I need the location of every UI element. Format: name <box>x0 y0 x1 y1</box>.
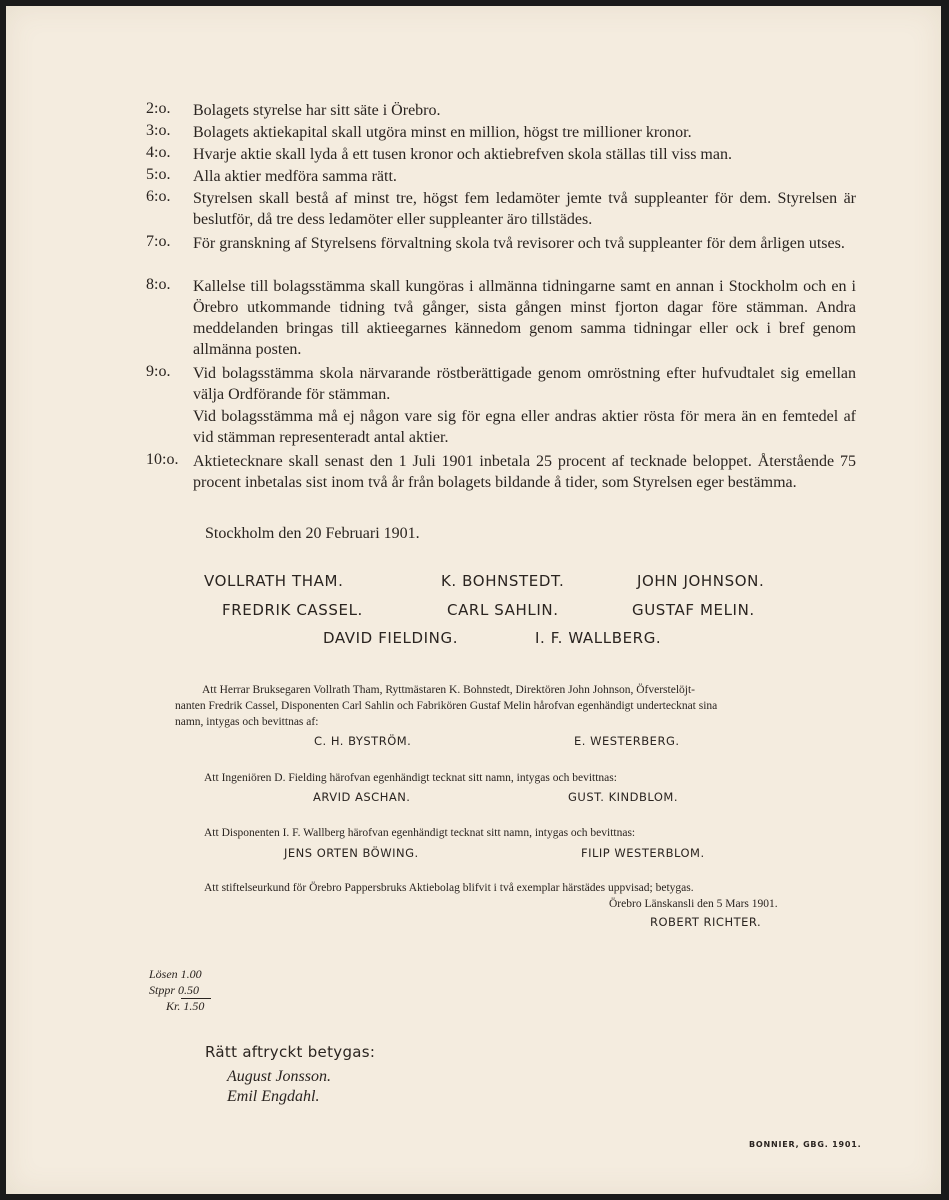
signature-john-johnson: JOHN JOHNSON. <box>637 572 765 590</box>
signature-robert-richter: ROBERT RICHTER. <box>650 915 762 929</box>
witness-c-h-bystrom: C. H. BYSTRÖM. <box>314 734 412 748</box>
paragraph-number: 5:o. <box>146 166 171 183</box>
fee-total: Kr. 1.50 <box>166 999 205 1013</box>
certifier-emil-engdahl: Emil Engdahl. <box>227 1088 320 1105</box>
certification-heading: Rätt aftryckt betygas: <box>205 1043 376 1061</box>
signature-vollrath-tham: VOLLRATH THAM. <box>204 572 344 590</box>
paragraph-text: Vid bolagsstämma skola närvarande röstberättigade genom omröstning efter hufvudtalet sig emellan välja Ordförande för stämman. <box>193 365 856 403</box>
place-date: Stockholm den 20 Februari 1901. <box>205 525 420 542</box>
certifier-august-jonsson: August Jonsson. <box>227 1068 331 1085</box>
paragraph-number: 6:o. <box>146 188 171 205</box>
paragraph-number: 3:o. <box>146 122 171 139</box>
paragraph-text: Vid bolagsstämma må ej någon vare sig för egna eller andras aktier rösta för mera än en femtedel af vid stämman representeradt antal aktier. <box>193 408 856 446</box>
witness-arvid-aschan: ARVID ASCHAN. <box>313 790 411 804</box>
attestation-3: Att Disponenten I. F. Wallberg härofvan egenhändigt tecknat sitt namn, intygas och bevittnas: <box>204 827 636 839</box>
paragraph-number: 8:o. <box>146 276 171 293</box>
signature-fredrik-cassel: FREDRIK CASSEL. <box>222 601 363 619</box>
attestation-4: Att stiftelseurkund för Örebro Pappersbruks Aktiebolag blifvit i två exemplar härstädes uppvisad; betygas. <box>204 882 694 894</box>
witness-gust-kindblom: GUST. KINDBLOM. <box>568 790 679 804</box>
paragraph-text: Alla aktier medföra samma rätt. <box>193 168 397 185</box>
witness-filip-westerblom: FILIP WESTERBLOM. <box>581 846 705 860</box>
attestation-1-line-1: Att Herrar Bruksegaren Vollrath Tham, Ryttmästaren K. Bohnstedt, Direktören John Johnson, Öfverstelöjt- <box>202 684 695 696</box>
paragraph-text: Kallelse till bolagsstämma skall kungöras i allmänna tidningarne samt en annan i Stockholm och en i Örebro utkommande tidning två gånger, sista gången minst fjorton dagar före stämman. Andra meddelanden bringas till aktieegarnes kännedom genom samma tidningar eller ock i bref genom allmänna posten. <box>193 278 856 358</box>
paragraph-number: 4:o. <box>146 144 171 161</box>
signature-i-f-wallberg: I. F. WALLBERG. <box>535 629 662 647</box>
paragraph-text: Styrelsen skall bestå af minst tre, högst fem ledamöter jemte två suppleanter för dem. Styrelsen är beslutför, då tre dess ledamöter eller suppleanter äro tillstädes. <box>193 190 856 228</box>
fee-stppr: Stppr 0.50 <box>149 983 200 997</box>
witness-jens-orten-bowing: JENS ORTEN BÖWING. <box>284 846 419 860</box>
paragraph-text: Aktietecknare skall senast den 1 Juli 1901 inbetala 25 procent af tecknade beloppet. Återstående 75 procent inbetalas sist inom två år från bolagets bildande å tider, som Styrelsen eger bestämma. <box>193 453 856 491</box>
office-date: Örebro Länskansli den 5 Mars 1901. <box>609 898 778 910</box>
paragraph-number: 10:o. <box>146 451 179 468</box>
signature-gustaf-melin: GUSTAF MELIN. <box>632 601 755 619</box>
attestation-2: Att Ingeniören D. Fielding härofvan egenhändigt tecknat sitt namn, intygas och bevittnas: <box>204 772 617 784</box>
paragraph-text: Hvarje aktie skall lyda å ett tusen kronor och aktiebrefven skola ställas till viss man. <box>193 146 732 163</box>
paragraph-text: Bolagets aktiekapital skall utgöra minst en million, högst tre millioner kronor. <box>193 124 692 141</box>
attestation-1-line-3: namn, intygas och bevittnas af: <box>175 716 319 728</box>
witness-e-westerberg: E. WESTERBERG. <box>574 734 680 748</box>
signature-k-bohnstedt: K. BOHNSTEDT. <box>441 572 565 590</box>
printer-mark: BONNIER, GBG. 1901. <box>749 1140 862 1149</box>
attestation-1-line-2: nanten Fredrik Cassel, Disponenten Carl Sahlin och Fabrikören Gustaf Melin hårofvan egenhändigt undertecknat sina <box>175 700 718 712</box>
paragraph-text: För granskning af Styrelsens förvaltning skola två revisorer och två suppleanter för dem årligen utses. <box>193 235 845 252</box>
paragraph-number: 9:o. <box>146 363 171 380</box>
signature-david-fielding: DAVID FIELDING. <box>323 629 459 647</box>
signature-carl-sahlin: CARL SAHLIN. <box>447 601 559 619</box>
paragraph-text: Bolagets styrelse har sitt säte i Örebro. <box>193 102 441 119</box>
paragraph-number: 7:o. <box>146 233 171 250</box>
paragraph-number: 2:o. <box>146 100 171 117</box>
fee-losen: Lösen 1.00 <box>149 967 202 981</box>
